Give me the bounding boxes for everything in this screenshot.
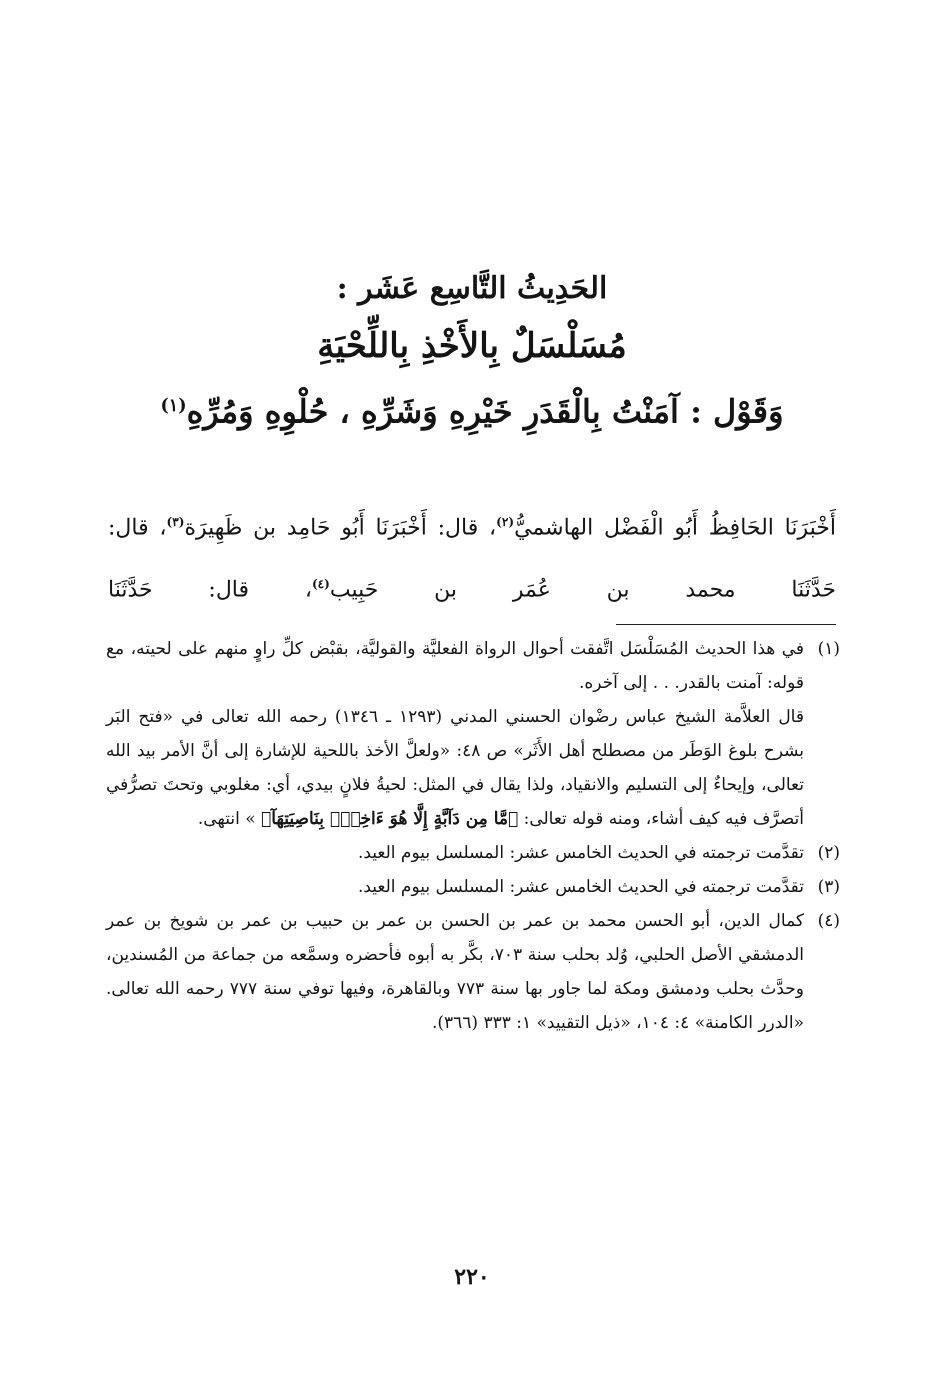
footnote-1 [106,632,840,836]
footnote-4 [106,904,840,1040]
footnote-ref-1: (١) [160,395,187,416]
quran-verse: ﴿مَّا مِن دَآبَّةٍ إِلَّا هُوَ ءَاخِذُۢ بِنَاصِيَتِهَآ﴾ [261,809,519,829]
footnote-ref-2: (٢) [496,515,515,529]
footnote-1-line-2 [106,700,804,836]
footnote-1-end: » انتهى. [197,809,256,829]
footnote-divider [616,624,836,625]
footnote-body: كمال الدين، أبو الحسن محمد بن عمر بن الحسن بن عمر بن حبيب بن عمر بن شويخ بن عمر الدمشقي الأصل الحلبي، وُلد بحلب سنة ٧٠٣، بكَّر به أبوه فأحضره وسمَّعه من جماعة من المُسندين، وحدَّث بحلب ودمشق ومكة لما جاور بها سنة ٧٧٣ وبالقاهرة، وفيها توفي سنة ٧٧٧ رحمه الله تعالى. «الدرر الكامنة» ٤: ١٠٤، «ذيل التقييد» ١: ٣٣٣ (٣٦٦). [106,911,804,1033]
footnote-body: تقدَّمت ترجمته في الحديث الخامس عشر: المسلسل بيوم العيد. [357,843,804,863]
chain-part-3: ، قال: حَدَّثَنَا محمد بن عُمَر بن حَبِيب [108,515,836,603]
footnote-number: (٣) [817,877,840,897]
footnote-number: (٢) [817,843,840,863]
footnote-1-quote: قال العلاَّمة الشيخ عباس رضْوان الحسني المدني (١٢٩٣ ـ ١٣٤٦) رحمه الله تعالى في «فتح البَر بشرح بلوغ الوَطَر من مصطلح أهل الأَثَر» ص ٤٨: «ولعلَّ الأخذ باللحية للإشارة إلى أنَّ الأمر بيد الله تعالى، وإيحاءٌ إلى التسليم والانقياد، ولذا يقال في المثل: لحيةُ فلانٍ بيدي، أي: مغلوبي وتحتَ تصرُّفي أتصرَّف فيه كيف أشاء، ومنه قوله تعالى: [106,707,804,829]
footnote-body: تقدَّمت ترجمته في الحديث الخامس عشر: المسلسل بيوم العيد. [357,877,804,897]
footnote-number: (١) [817,639,840,659]
chapter-heading [100,262,844,442]
chain-part-1: أَخْبَرَنَا الحَافِظُ أَبُو الْفَضْل الهاشميُّ [514,515,836,541]
footnote-ref-3: (٣) [166,515,185,529]
chain-part-2: ، قال: أَخْبَرَنَا أَبُو حَامِد بن ظَهِيرَة [184,515,497,541]
saying-text: وَقَوْل : آمَنْتُ بِالْقَدَرِ خَيْرِهِ وَشَرِّهِ ، حُلْوِهِ وَمُرِّهِ [186,392,784,431]
chain-part-4: ، قال: حَدَّثَنَا [108,577,312,603]
footnote-number: (٤) [817,911,840,931]
footnotes [106,632,840,1040]
chapter-subtitle: مُسَلْسَلٌ بِالأَخْذِ بِاللِّحْيَةِ [317,326,627,366]
hadith-chain [108,494,836,619]
page-number: ٢٢٠ [454,1264,490,1290]
footnote-1-line-1: في هذا الحديث المُسَلْسَل اتَّفقت أحوال الرواة الفعليَّة والقوليَّة، بقبْض كلِّ راوٍ منهم على لحيته، مع قوله: آمنت بالقدر. . . إلى آخره. [106,639,804,693]
footnote-body [106,632,804,836]
chapter-saying [100,376,844,442]
chapter-title: الحَدِيثُ التَّاسِع عَشَر : [336,271,608,306]
footnote-3 [106,870,840,904]
footnote-ref-4: (٤) [311,577,330,592]
footnote-2 [106,836,840,870]
